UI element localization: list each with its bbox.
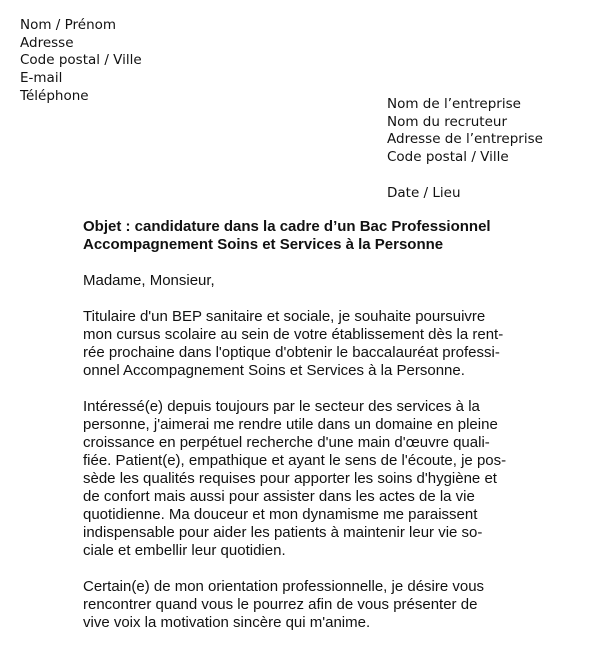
sender-name: Nom / Prénom <box>20 17 117 33</box>
paragraph-line: Certain(e) de mon orientation professionnelle, je désire vous <box>83 578 485 595</box>
paragraph-line: rée prochaine dans l'optique d'obtenir le baccalauréat professi- <box>83 344 500 361</box>
sender-postal-city: Code postal / Ville <box>20 52 142 69</box>
paragraph-line: onnel Accompagnement Soins et Services à la Personne. <box>83 362 465 379</box>
greeting-text: Madame, Monsieur, <box>83 272 215 289</box>
subject-line: Accompagnement Soins et Services à la Personne <box>83 236 444 253</box>
sender-address-block <box>20 17 142 106</box>
sender-email: E-mail <box>20 70 63 87</box>
subject-line: Objet : candidature dans la cadre d’un Bac Professionnel <box>83 218 491 235</box>
paragraph-line: rencontrer quand vous le pourrez afin de vous présenter de <box>83 596 478 613</box>
letter-greeting <box>83 272 523 290</box>
paragraph-line: indispensable pour aider les patients à maintenir leur vie so- <box>83 524 483 541</box>
paragraph-line: Titulaire d'un BEP sanitaire et sociale, je souhaite poursuivre <box>83 308 486 325</box>
paragraph-line: mon cursus scolaire au sein de votre établissement dès la rent- <box>83 326 504 343</box>
paragraph-line: quotidienne. Ma douceur et mon dynamisme me paraissent <box>83 506 478 523</box>
recipient-recruiter: Nom du recruteur <box>387 113 508 130</box>
sender-phone: Téléphone <box>20 87 89 104</box>
date-place-text: Date / Lieu <box>387 185 461 201</box>
recipient-postal-city: Code postal / Ville <box>387 149 509 166</box>
letter-body <box>83 218 523 650</box>
paragraph-line: ciale et embellir leur quotidien. <box>83 542 286 559</box>
paragraph-motivation <box>83 398 523 560</box>
paragraph-line: sède les qualités requises pour apporter les soins d'hygiène et <box>83 470 497 487</box>
paragraph-line: croissance en perpétuel recherche d'une main d'œuvre quali- <box>83 434 490 451</box>
paragraph-line: Intéressé(e) depuis toujours par le secteur des services à la <box>83 398 480 415</box>
paragraph-line: vive voix la motivation sincère qui m'anime. <box>83 614 371 631</box>
paragraph-line: de confort mais aussi pour assister dans les actes de la vie <box>83 488 475 505</box>
paragraph-line: personne, j'aimerai me rendre utile dans un domaine en pleine <box>83 416 498 433</box>
date-place <box>387 185 461 203</box>
paragraph-intro <box>83 308 523 380</box>
sender-address: Adresse <box>20 34 74 51</box>
letter-subject <box>83 218 523 254</box>
recipient-address-block <box>387 96 543 167</box>
recipient-company-address: Adresse de l’entreprise <box>387 131 543 148</box>
paragraph-line: fiée. Patient(e), empathique et ayant le sens de l'écoute, je pos- <box>83 452 507 469</box>
paragraph-closing <box>83 578 523 632</box>
recipient-company: Nom de l’entreprise <box>387 96 521 112</box>
